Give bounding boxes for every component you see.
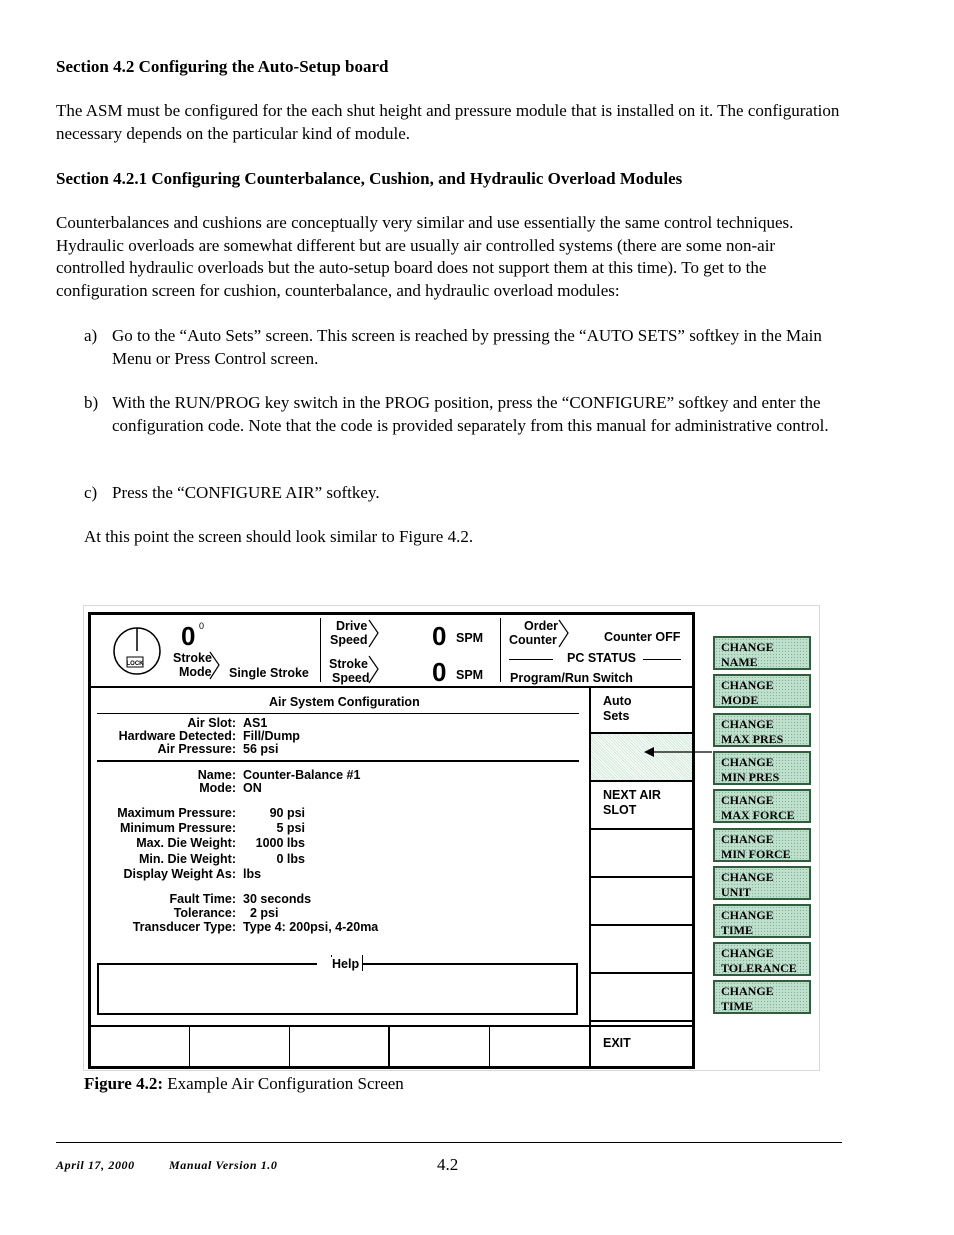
field-label: Transducer Type: [132,920,236,934]
next-air-label-1: NEXT AIR [603,788,661,802]
button-label: CHANGE [721,984,774,998]
mode-value: ON [243,781,262,795]
name-value: Counter-Balance #1 [243,768,361,782]
field-label: Air Pressure: [157,742,236,756]
hardware-detected-value: Fill/Dump [243,729,300,743]
bracket-icon [558,619,570,649]
change-name-button[interactable] [713,636,811,670]
max-die-weight-value: 1000 lbs [255,836,305,850]
exit-softkey[interactable] [591,1020,692,1066]
intro-paragraph: The ASM must be configured for the each shut height and pressure module that is installed on it. The configuration necessary depends on the particular kind of module. [56,101,840,143]
change-max-pres-button[interactable] [713,713,811,747]
stroke-spm-value: 0 [432,657,447,687]
display-weight-value: lbs [243,867,262,881]
step-text: Press the “CONFIGURE AIR” softkey. [112,483,380,502]
min-pressure-value: 5 psi [276,821,305,835]
footer-rule [56,1142,842,1143]
figure-air-config [83,605,820,1071]
stroke-mode-value: Single Stroke [229,666,309,680]
footer-date: April 17, 2000 [56,1158,135,1172]
change-time-button-2[interactable] [713,980,811,1014]
max-pressure-value: 90 psi [269,806,305,820]
counter-status: Counter OFF [604,630,681,644]
transducer-type-value: Type 4: 200psi, 4-20ma [243,920,379,934]
field-label: Maximum Pressure: [117,806,236,820]
change-min-force-button[interactable] [713,828,811,862]
drive-speed-label-1: Drive [336,619,368,633]
button-label: CHANGE [721,832,774,846]
field-label: Display Weight As: [123,867,236,881]
change-time-button[interactable] [713,904,811,938]
softkey-empty[interactable] [591,876,692,924]
button-label: CHANGE [721,678,774,692]
drive-spm-unit: SPM [456,631,484,645]
order-counter-label-1: Order [524,619,559,633]
change-max-force-button[interactable] [713,789,811,823]
button-label: UNIT [721,884,752,899]
next-air-label-2: SLOT [603,803,637,817]
subsection-title: Section 4.2.1 Configuring Counterbalance, Cushion, and Hydraulic Overload Modules [56,169,683,188]
stroke-speed-label-2: Speed [332,671,370,685]
drive-spm-value: 0 [432,621,447,651]
status-header [91,615,692,688]
degree-superscript: 0 [199,621,205,631]
figure-caption-label: Figure 4.2: [84,1074,164,1093]
stroke-spm-unit: SPM [456,668,484,682]
pc-status: PC STATUS [567,651,636,665]
softkey-bottom-3[interactable] [388,1025,390,1066]
change-mode-button[interactable] [713,674,811,708]
button-label: NAME [721,654,758,669]
button-label: CHANGE [721,717,774,731]
order-counter-label-2: Counter [509,633,557,647]
change-unit-button[interactable] [713,866,811,900]
step-text: Go to the “Auto Sets” screen. This screen is reached by pressing the “AUTO SETS” softkey in the Main Menu or Press Control screen. [112,326,822,368]
button-label: MIN FORCE [721,846,791,861]
step-text: With the RUN/PROG key switch in the PROG position, press the “CONFIGURE” softkey and enter the configuration code. Note that the code is provided separately from this manual for administrative control. [112,393,829,435]
bracket-icon [368,619,380,649]
bracket-icon [209,651,221,681]
button-label: CHANGE [721,870,774,884]
button-label: TIME [721,922,754,937]
config-title: Air System Configuration [269,695,420,709]
degree-value: 0 [181,621,196,651]
button-label: TOLERANCE [721,960,797,975]
field-label: Fault Time: [169,892,236,906]
help-label: Help [329,957,362,971]
button-label: CHANGE [721,793,774,807]
page-number: 4.2 [437,1155,459,1174]
field-label: Max. Die Weight: [136,836,236,850]
softkey-bottom-1[interactable] [189,1025,190,1066]
auto-sets-softkey[interactable] [591,686,692,732]
min-die-weight-value: 0 lbs [276,852,305,866]
fault-time-value: 30 seconds [243,892,312,906]
button-label: MIN PRES [721,769,780,784]
button-label: MAX PRES [721,731,784,746]
figure-caption [84,1073,404,1095]
field-label: Hardware Detected: [118,729,236,743]
air-slot-value: AS1 [243,716,268,730]
softkey-empty[interactable] [591,828,692,876]
field-label: Min. Die Weight: [139,852,236,866]
step-marker: a) [84,326,98,345]
tolerance-value: 2 psi [250,906,279,920]
change-tolerance-button[interactable] [713,942,811,976]
stroke-speed-label-1: Stroke [329,657,368,671]
field-label: Minimum Pressure: [119,821,236,835]
softkey-empty[interactable] [591,924,692,972]
figure-caption-text: Example Air Configuration Screen [163,1074,404,1093]
exit-label: EXIT [603,1036,631,1050]
button-label: CHANGE [721,946,774,960]
drive-speed-label-2: Speed [330,633,368,647]
arrow-left-icon [644,745,714,759]
button-label: MAX FORCE [721,807,795,822]
hmi-screen [88,612,695,1069]
auto-sets-label-1: Auto [603,694,632,708]
button-label: TIME [721,998,754,1013]
step-marker: c) [84,483,98,502]
field-label: Air Slot: [187,716,236,730]
stroke-dial-icon [113,625,165,677]
after-steps: At this point the screen should look similar to Figure 4.2. [84,527,474,546]
footer-version: Manual Version 1.0 [169,1158,278,1172]
softkey-bottom-2[interactable] [289,1025,290,1066]
field-label: Tolerance: [173,906,236,920]
button-label: CHANGE [721,908,774,922]
button-label: MODE [721,692,759,707]
field-label: Name: [197,768,236,782]
step-marker: b) [84,393,99,412]
body-paragraph: Counterbalances and cushions are conceptually very similar and use essentially the same control techniques. Hydraulic overloads are somewhat different but are usually air controlled systems (there are some non-air controlled hydraulic overloads but the auto-setup board does not support them at this time). To get to the configuration screen for cushion, counterbalance, and hydraulic overload modules: [56,213,794,300]
lock-label: LOCK [126,661,144,667]
field-label: Mode: [199,781,236,795]
button-label: CHANGE [721,755,774,769]
stroke-mode-label-1: Stroke [173,651,212,665]
softkey-empty[interactable] [591,972,692,1020]
bracket-icon [368,655,380,685]
program-run-switch: Program/Run Switch [510,671,633,685]
button-label: CHANGE [721,640,774,654]
auto-sets-label-2: Sets [603,709,630,723]
next-air-slot-softkey[interactable] [591,780,692,828]
air-pressure-value: 56 psi [243,742,279,756]
stroke-mode-label-2: Mode [179,665,212,679]
section-title: Section 4.2 Configuring the Auto-Setup board [56,57,389,76]
softkey-bottom-4[interactable] [489,1025,490,1066]
change-min-pres-button[interactable] [713,751,811,785]
